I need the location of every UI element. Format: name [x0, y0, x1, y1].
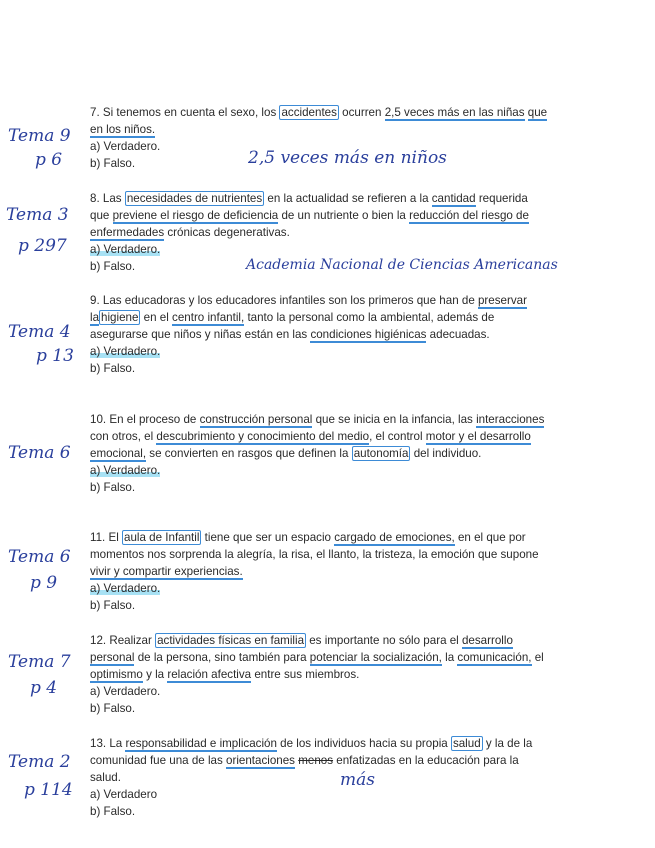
- question-7-text: [90, 104, 548, 138]
- underlined-term: potenciar la socialización,: [309, 651, 442, 664]
- note-q8-tema: Tema 3: [6, 205, 69, 225]
- note-q7-page: p 6: [35, 150, 63, 170]
- boxed-term: salud: [452, 737, 481, 750]
- underlined-term: previene el riesgo de deficiencia: [112, 209, 279, 222]
- note-q13-tema: Tema 2: [8, 752, 71, 772]
- option-a[interactable]: a) Verdadero: [90, 788, 158, 801]
- text-segment: 12. Realizar: [90, 634, 156, 647]
- question-8-text: [90, 190, 548, 241]
- option-b[interactable]: b) Falso.: [90, 157, 136, 170]
- option-a[interactable]: a) Verdadero.: [90, 582, 161, 595]
- note-q7-tema: Tema 9: [8, 126, 71, 146]
- text-segment: de la persona, sino también para: [134, 651, 310, 664]
- option-b[interactable]: b) Falso.: [90, 599, 136, 612]
- option-b[interactable]: b) Falso.: [90, 702, 136, 715]
- underlined-term: relación afectiva: [167, 668, 252, 681]
- text-segment: la: [441, 651, 458, 664]
- option-a[interactable]: a) Verdadero.: [90, 685, 161, 698]
- text-segment: 7. Si tenemos en cuenta el sexo, los: [90, 106, 280, 119]
- note-q11-tema: Tema 6: [8, 547, 71, 567]
- question-13-text: [90, 735, 548, 786]
- text-segment: 8. Las: [90, 192, 125, 205]
- underlined-term: optimismo: [90, 668, 143, 681]
- underlined-term: cantidad: [431, 192, 476, 205]
- boxed-term: accidentes: [281, 106, 337, 119]
- boxed-term: aula de Infantil: [124, 531, 200, 544]
- text-segment: con otros, el: [90, 430, 157, 443]
- note-q12-page: p 4: [30, 678, 58, 698]
- text-segment: crónicas degenerativas.: [164, 226, 290, 239]
- option-a[interactable]: a) Verdadero.: [90, 243, 161, 256]
- question-12: [90, 632, 548, 717]
- text-segment: adecuadas.: [426, 328, 490, 341]
- question-9: [90, 292, 548, 377]
- text-segment: tiene que ser un espacio: [201, 531, 335, 544]
- underlined-term: responsabilidad e implicación: [125, 737, 277, 750]
- text-segment: ocurren: [338, 106, 385, 119]
- note-q10-tema: Tema 6: [8, 443, 71, 463]
- struck-word: menos: [298, 754, 334, 767]
- text-segment: y la de la comunidad fue una de las: [90, 737, 533, 767]
- question-11: [90, 529, 548, 614]
- option-b[interactable]: b) Falso.: [90, 260, 136, 273]
- underlined-term: desarrollo personal: [90, 634, 513, 664]
- question-10: [90, 411, 548, 496]
- option-b[interactable]: b) Falso.: [90, 805, 136, 818]
- boxed-term: actividades físicas en familia: [157, 634, 305, 647]
- option-a[interactable]: a) Verdadero.: [90, 345, 161, 358]
- note-q8-side: Academia Nacional de Ciencias Americanas: [246, 257, 558, 273]
- underlined-term: comunicación,: [457, 651, 532, 664]
- text-segment: el: [531, 651, 544, 664]
- text-segment: se convierten en rasgos que definen la: [146, 447, 352, 460]
- text-segment: , el control: [369, 430, 426, 443]
- underlined-term: condiciones higiénicas: [310, 328, 427, 341]
- text-segment: del individuo.: [410, 447, 482, 460]
- underlined-term: descubrimiento y conocimiento del medio: [156, 430, 370, 443]
- underlined-term: construcción personal: [199, 413, 313, 426]
- text-segment: 13. La: [90, 737, 126, 750]
- text-segment: requerida que: [90, 192, 528, 222]
- text-segment: y la: [142, 668, 168, 681]
- boxed-term: higiene: [101, 311, 139, 324]
- underlined-term: vivir y compartir experiencias.: [90, 565, 243, 578]
- underlined-term: centro infantil,: [172, 311, 245, 324]
- note-q13-page: p 114: [24, 780, 73, 800]
- underlined-term: interacciones: [476, 413, 545, 426]
- boxed-term: autonomía: [353, 447, 409, 460]
- underlined-term: orientaciones: [226, 754, 295, 767]
- text-segment: 10. En el proceso de: [90, 413, 200, 426]
- text-segment: 11. El: [90, 531, 123, 544]
- note-q12-tema: Tema 7: [8, 652, 71, 672]
- text-segment: que se inicia en la infancia, las: [312, 413, 477, 426]
- text-segment: es importante no sólo para el: [306, 634, 462, 647]
- text-segment: en el: [140, 311, 173, 324]
- underlined-term: 2,5 veces más en las niñas: [384, 106, 525, 119]
- underlined-term: preservar la: [90, 294, 527, 324]
- text-segment: en la actualidad se refieren a la: [264, 192, 432, 205]
- text-segment: tanto la personal como la ambiental, además de asegurarse que niños y niñas están en las: [90, 311, 495, 341]
- text-segment: en el que por momentos nos sorprenda la alegría, la risa, el llanto, la tristeza, la emoción que supone: [90, 531, 539, 561]
- note-q8-page: p 297: [18, 236, 67, 256]
- text-segment: 9. Las educadoras y los educadores infantiles son los primeros que han de: [90, 294, 478, 307]
- question-13: [90, 735, 548, 820]
- question-11-text: [90, 529, 548, 580]
- question-12-text: [90, 632, 548, 683]
- option-b[interactable]: b) Falso.: [90, 481, 136, 494]
- option-a[interactable]: a) Verdadero.: [90, 140, 161, 153]
- underlined-term: cargado de emociones,: [334, 531, 455, 544]
- question-10-text: [90, 411, 548, 462]
- note-q11-page: p 9: [30, 573, 58, 593]
- text-segment: enfatizadas en la educación para la salud.: [90, 754, 519, 784]
- underlined-term: reducción del riesgo de enfermedades: [90, 209, 529, 239]
- note-q9-page: p 13: [36, 346, 74, 366]
- question-9-text: [90, 292, 548, 343]
- underlined-term: motor y el desarrollo emocional,: [90, 430, 531, 460]
- note-q9-tema: Tema 4: [8, 322, 71, 342]
- option-a[interactable]: a) Verdadero.: [90, 464, 161, 477]
- boxed-term: necesidades de nutrientes: [126, 192, 263, 205]
- note-q13-insert: más: [340, 770, 375, 790]
- underlined-term: que en los niños.: [90, 106, 548, 136]
- text-segment: de los individuos hacia su propia: [276, 737, 451, 750]
- text-segment: de un nutriente o bien la: [278, 209, 410, 222]
- option-b[interactable]: b) Falso.: [90, 362, 136, 375]
- text-segment: entre sus miembros.: [251, 668, 360, 681]
- note-q7-side: 2,5 veces más en niños: [248, 148, 447, 168]
